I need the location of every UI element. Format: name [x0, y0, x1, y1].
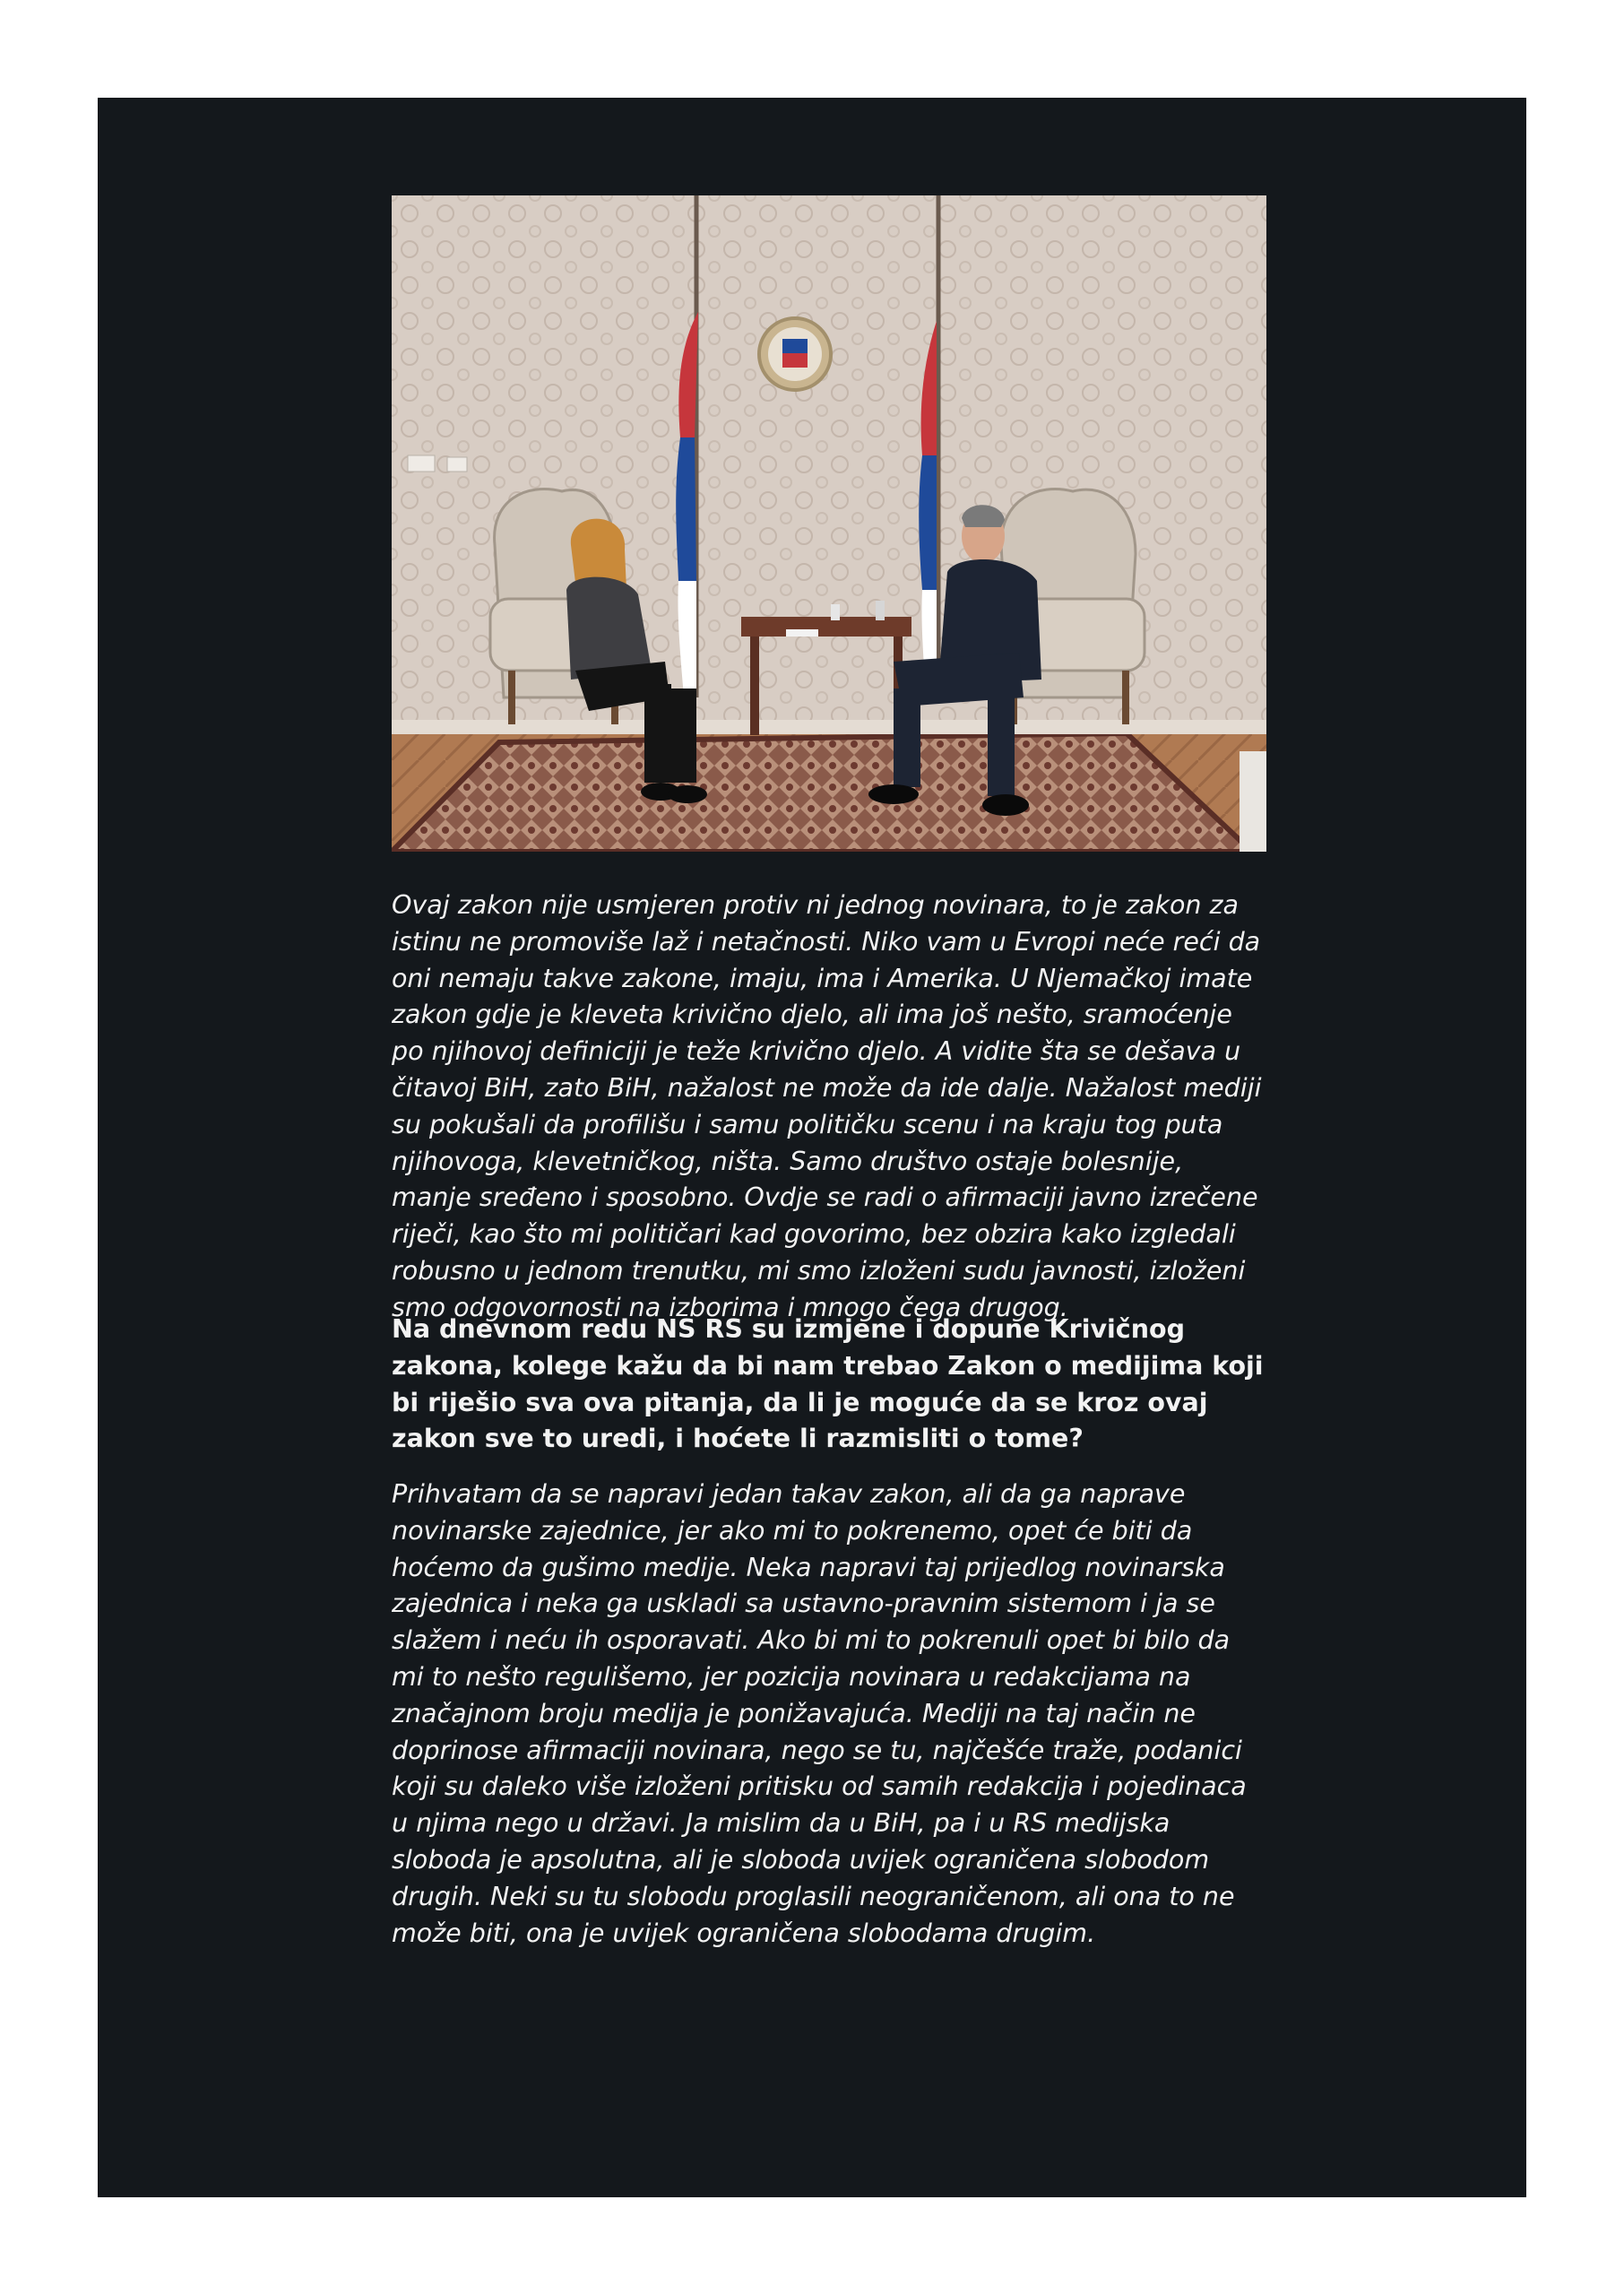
question-paragraph: Na dnevnom redu NS RS su izmjene i dopune Krivičnog zakona, kolege kažu da bi nam trebao Zakon o medijima koji bi riješio sva ova pitanja, da li je moguće da se kroz ovaj zakon sve to uredi, i hoćete li razmisliti o tome? [392, 1314, 1264, 1454]
answer-paragraph-2: Prihvatam da se napravi jedan takav zakon, ali da ga naprave novinarske zajednice, jer ako mi to pokrenemo, opet će biti da hoćemo da gušimo medije. Neka napravi taj prijedlog novinarska zajednica i neka ga uskladi sa ustavno-pravnim sistemom i ja se slažem i neću ih osporavati. Ako bi mi to pokrenuli opet bi bilo da mi to nešto regulišemo, jer pozicija novinara u redakcijama na značajnom broju medija je ponižavajuća. Mediji na taj način ne doprinose afirmaciji novinara, nego se tu, najčešće traže, podanici koji su daleko više izloženi pritisku od samih redakcija i pojedinaca u njima nego u državi. Ja mislim da u BiH, pa i u RS medijska sloboda je apsolutna, ali je sloboda uvijek ograničena slobodom drugih. Neki su tu slobodu proglasili neograničenom, ali ona to ne može biti, ona je uvijek ograničena slobodama drugim. [392, 1479, 1247, 1948]
interview-photo-icon [392, 195, 1266, 852]
answer-paragraph-1: Ovaj zakon nije usmjeren protiv ni jednog novinara, to je zakon za istinu ne promoviše laž i netačnosti. Niko vam u Evropi neće reći da oni nemaju takve zakone, imaju, ima i Amerika. U Njemačkoj imate zakon gdje je kleveta krivično djelo, ali ima još nešto, sramoćenje po njihovoj definiciji je teže krivično djelo. A vidite šta se dešava u čitavoj BiH, zato BiH, nažalost ne može da ide dalje. Nažalost mediji su pokušali da profilišu i samu političku scenu i na kraju tog puta njihovoga, klevetničkog, ništa. Samo društvo ostaje bolesnije, manje sređeno i sposobno. Ovdje se radi o afirmaciji javno izrečene riječi, kao što mi političari kad govorimo, bez obzira kako izgledali robusno u jednom trenutku, mi smo izloženi sudu javnosti, izloženi smo odgovornosti na izborima i mnogo čega drugog. [392, 890, 1262, 1322]
interview-photo [392, 195, 1266, 852]
page-panel [98, 98, 1526, 2197]
